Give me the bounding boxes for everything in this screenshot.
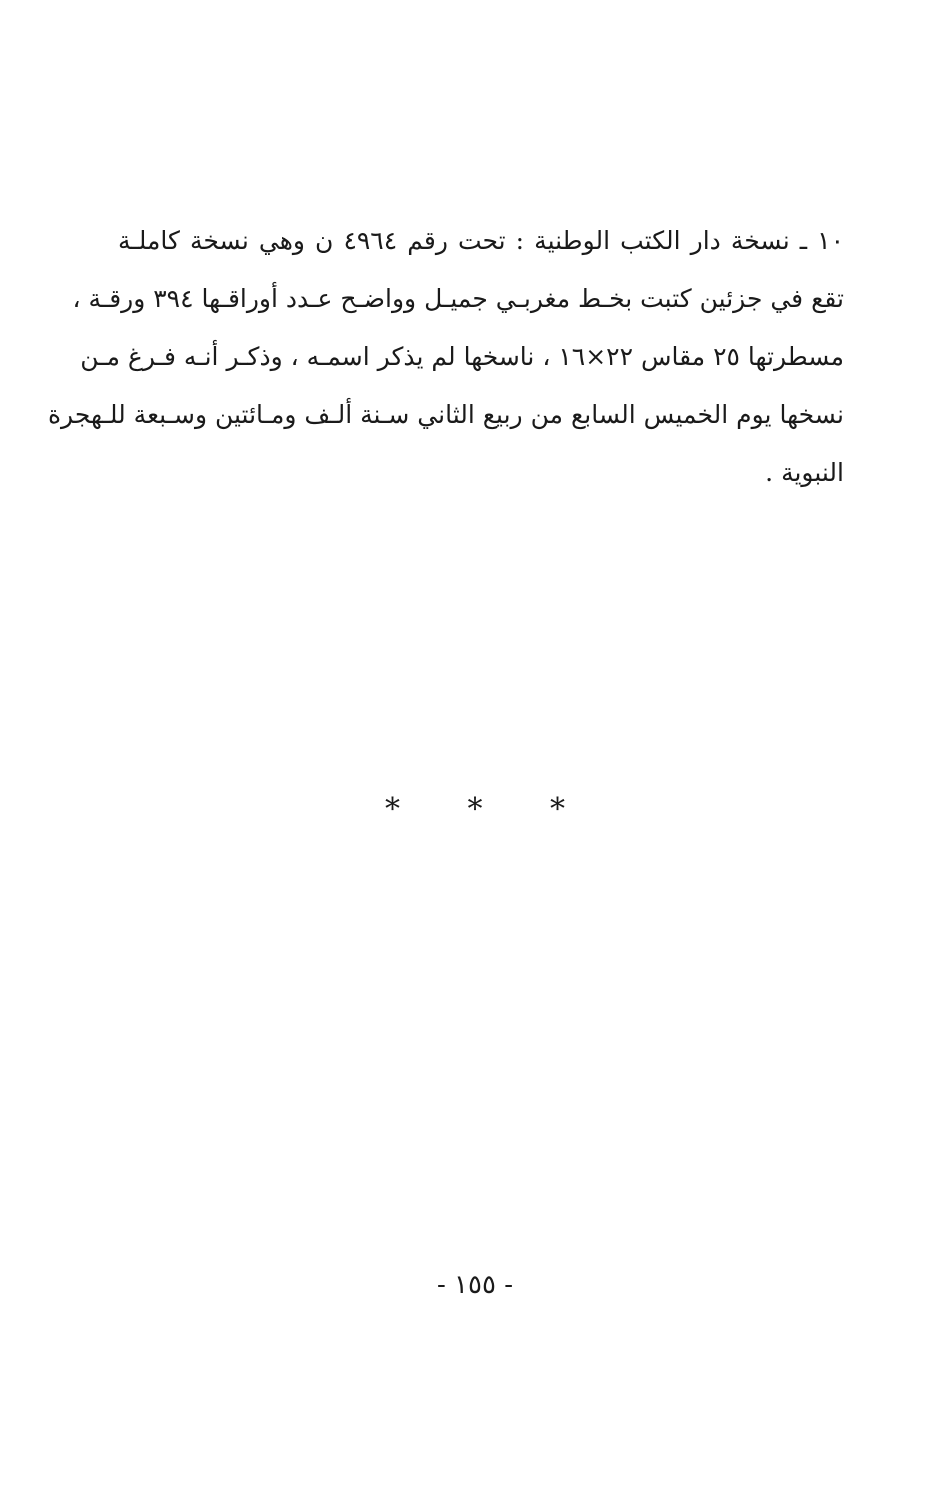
asterisk-glyph-2: * [467,792,483,827]
paragraph-line-2: تقع في جزئين كتبت بخـط مغربـي جميـل وواضـح عـدد أوراقـها ٣٩٤ ورقـة ، [72,284,844,313]
asterisk-glyph-1: * [384,792,400,827]
entry-paragraph [47,218,844,508]
asterisk-glyph-3: * [550,792,566,827]
paragraph-line-5: النبوية . [765,458,844,487]
paragraph-line-4: نسخها يوم الخميس السابع من ربيع الثاني سـنة ألـف ومـائتين وسـبعة للـهجرة [47,400,844,429]
section-separator [0,790,950,830]
paragraph-line-1: ١٠ ـ نسخة دار الكتب الوطنية : تحت رقم ٤٩٦٤ ن وهي نسخة كاملـة [118,226,844,255]
paragraph-line-3: مسطرتها ٢٥ مقاس ٢٢×١٦ ، ناسخها لم يذكر اسمـه ، وذكـر أنـه فـرغ مـن [80,342,844,371]
page-number: - ١٥٥ - [436,1270,514,1300]
